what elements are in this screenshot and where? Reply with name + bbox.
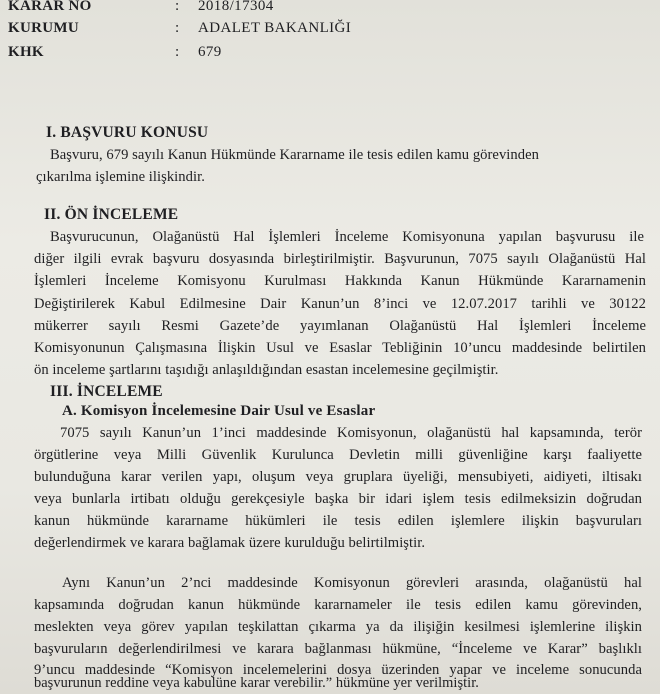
section-2-line: İşlemleri İnceleme Komisyonu Kurulması Hakkında Kanun Hükmünde Kararnamenin <box>34 273 646 289</box>
section-2-heading: II. ÖN İNCELEME <box>44 206 179 223</box>
decision-number-value: 2018/17304 <box>198 0 274 14</box>
decision-number-label: KARAR NO <box>8 0 92 14</box>
section-2-line: Değiştirilerek Kabul Edilmesine Dair Kanun’un 8’inci ve 12.07.2017 tarihli ve 30122 <box>34 296 646 312</box>
section-3-para-2-line: kapsamında doğrudan kanun hükmünde kararnameler ile tesis edilen kamu görevinden, <box>34 597 642 613</box>
decision-number-colon: : <box>175 0 180 14</box>
institution-label: KURUMU <box>8 20 79 36</box>
section-3-para-2-line: meslekten veya görev yapılan teşkilattan çıkarma ya da ilişiğin kesilmesi işlemlerine ilişkin <box>34 619 642 635</box>
section-2-line: ön inceleme şartlarını taşıdığı anlaşıldığından esastan incelemesine geçilmiştir. <box>34 362 499 378</box>
section-3-subheading: A. Komisyon İncelemesine Dair Usul ve Esaslar <box>62 403 376 419</box>
section-3-para-2-line: başvurunun reddine veya kabulüne karar verebilir.” hükmüne yer verilmiştir. <box>34 675 479 691</box>
section-3-para-2-line: 9’uncu maddesinde “Komisyon incelemelerini dosya üzerinden yapar ve inceleme sonucunda <box>34 662 642 678</box>
institution-colon: : <box>175 20 180 36</box>
section-3-para-1-line: 7075 sayılı Kanun’un 1’inci maddesinde Komisyonun, olağanüstü hal kapsamında, terör <box>60 425 642 441</box>
khk-value: 679 <box>198 44 222 60</box>
section-2-line: Komisyonunun Çalışmasına İlişkin Usul ve Esaslar Tebliğinin 10’uncu maddesinde belirtilen <box>34 340 646 356</box>
section-3-para-1-line: bulunduğuna karar verilen yapı, oluşum veya gruplara üyeliği, mensubiyeti, aidiyeti, iltisakı <box>34 469 642 485</box>
section-2-line: diğer ilgili evrak başvuru dosyasında birleştirilmiştir. Başvurunun, 7075 sayılı Olağanüstü Hal <box>34 251 646 267</box>
section-3-para-1-line: değerlendirmek ve karara bağlamak üzere kurulduğu belirtilmiştir. <box>34 535 426 551</box>
section-3-para-2-line: başvuruların değerlendirilmesi ve karara bağlanması hükmüne, “İnceleme ve Karar” başlıklı <box>34 641 642 657</box>
section-2-line: Başvurucunun, Olağanüstü Hal İşlemleri İnceleme Komisyonuna yapılan başvurusu ile <box>50 229 644 245</box>
institution-value: ADALET BAKANLIĞI <box>198 20 352 36</box>
section-3-para-1-line: veya bunlarla irtibatı olduğu gerekçesiyle başka bir idari işlem tesis edilmeksizin doğrudan <box>34 491 642 507</box>
section-3-para-1-line: örgütlerine veya Milli Güvenlik Kurulunca Devletin milli güvenliğine karşı faaliyette <box>34 447 642 463</box>
section-1-line: çıkarılma işlemine ilişkindir. <box>36 169 205 185</box>
section-3-para-2-line: Aynı Kanun’un 2’nci maddesinde Komisyonun görevleri arasında, olağanüstü hal <box>62 575 642 591</box>
section-3-para-1-line: kanun hükmünde kararname hükümleri ile tesis edilen işlemlere ilişkin başvuruları <box>34 513 642 529</box>
section-3-heading: III. İNCELEME <box>50 383 163 400</box>
section-1-heading: I. BAŞVURU KONUSU <box>46 124 209 141</box>
khk-label: KHK <box>8 44 44 60</box>
section-1-line: Başvuru, 679 sayılı Kanun Hükmünde Kararname ile tesis edilen kamu görevinden <box>50 147 539 163</box>
khk-colon: : <box>175 44 180 60</box>
section-2-line: mükerrer sayılı Resmi Gazete’de yayımlanan Olağanüstü Hal İşlemleri İnceleme <box>34 318 646 334</box>
